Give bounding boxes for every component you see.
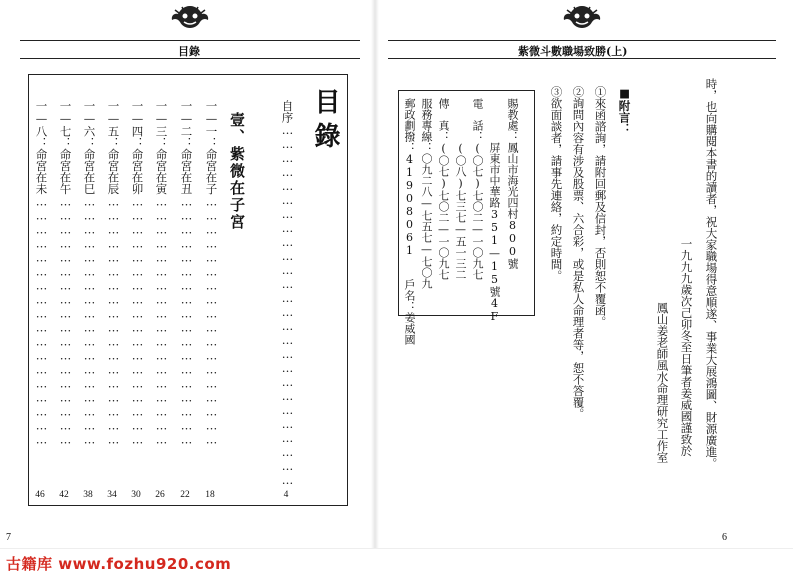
toc-entry-page: 18 (205, 490, 215, 500)
preface-date-line: 一九九九歲次己卯冬至日筆者姜威國謹致於 (679, 238, 694, 457)
toc-entry[interactable]: 一—八：命宮在未……………………………………………… (34, 100, 49, 447)
preface-studio-line: 鳳山姜老師風水命理研究工作室 (655, 302, 670, 463)
toc-entry-page: 46 (35, 490, 45, 500)
dragon-emblem-left-icon (170, 4, 210, 30)
contact-service-line: 服務專線：〇九二八—七五七—七〇九 (420, 98, 433, 289)
left-page-number: 7 (6, 532, 11, 543)
note-heading: ■附言： (617, 86, 632, 135)
dragon-emblem-right-icon (562, 4, 602, 30)
toc-entry-page: 38 (83, 490, 93, 500)
toc-entry[interactable]: 一—五：命宮在辰……………………………………………… (106, 100, 121, 447)
toc-preface-page: 4 (283, 490, 289, 500)
toc-preface[interactable]: 自序…………………………………………………………………… (280, 100, 295, 487)
site-watermark[interactable] (0, 548, 793, 575)
toc-entry-page: 42 (59, 490, 69, 500)
preface-text-line: 時，也向購閱本書的讀者，祝大家職場得意順遂、事業大展鴻圖、財源廣進。 (704, 78, 719, 469)
toc-entry[interactable]: 一—三：命宮在寅……………………………………………… (154, 100, 169, 447)
toc-entry[interactable]: 一—六：命宮在巳……………………………………………… (82, 100, 97, 447)
toc-entry[interactable]: 一—四：命宮在卯……………………………………………… (130, 100, 145, 447)
toc-entry-page: 34 (107, 490, 117, 500)
right-running-header: 紫微斗數職場致勝(上) (518, 45, 628, 58)
right-page-number: 6 (722, 532, 727, 543)
contact-phone-2: (〇八)七三七—五一三二 (454, 98, 467, 280)
toc-entry[interactable]: 一—一：命宮在子……………………………………………… (204, 100, 219, 447)
watermark-text: 古籍库 www.fozhu920.com (6, 555, 232, 573)
contact-postal-transfer: 郵政劃撥：41908061 戶名：姜威國 (403, 98, 416, 345)
toc-entry-page: 22 (180, 490, 190, 500)
toc-entry[interactable]: 一—七：命宮在午……………………………………………… (58, 100, 73, 447)
note-item: ②詢問內容有涉及股票、六合彩，或是私人命理者等，恕不答覆。 (571, 86, 586, 420)
book-gutter (371, 0, 379, 548)
note-item: ①來函諮詢，請附回郵及信封，否則恕不覆函。 (593, 86, 608, 328)
contact-fax: 傳 真：(〇七)七〇二—一〇九七 (437, 98, 450, 280)
contact-address-2: 屏東市中華路351—15號4F (488, 98, 501, 323)
toc-entry-page: 26 (155, 490, 165, 500)
toc-entry-page: 30 (131, 490, 141, 500)
toc-entry[interactable]: 一—二：命宮在丑……………………………………………… (179, 100, 194, 447)
contact-address-1: 賜教處：鳳山市海光四村800號 (506, 98, 519, 269)
note-item: ③欲面談者，請事先連絡，約定時間。 (549, 86, 564, 282)
toc-title: 目錄 (310, 88, 340, 156)
contact-phone-1: 電 話：(〇七)七〇二—一〇九七 (471, 98, 484, 280)
toc-part-heading: 壹、紫微在子宮 (228, 112, 246, 231)
left-running-header: 目錄 (178, 45, 200, 58)
toc-preface-label: 自序 (280, 100, 295, 123)
